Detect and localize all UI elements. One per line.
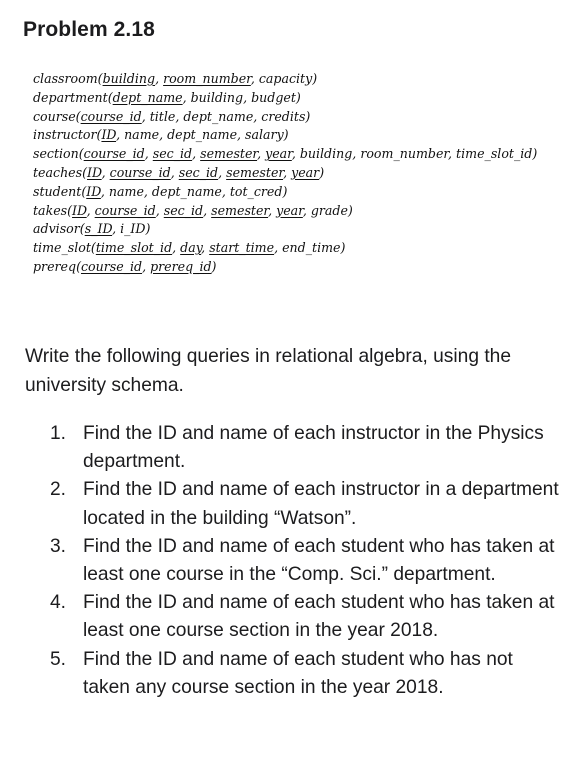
schema-relation: [33, 220, 537, 239]
schema-key-attribute: room_number: [163, 71, 251, 86]
schema-text: prereq(: [33, 258, 81, 274]
schema-text: , grade): [302, 202, 353, 218]
schema-key-attribute: s_ID: [84, 221, 113, 237]
schema-text: course(: [33, 108, 81, 124]
schema-key-attribute: year: [265, 146, 292, 162]
schema-key-attribute: sec_id: [178, 164, 219, 180]
schema-text: ,: [155, 71, 164, 86]
schema-key-attribute: ID: [86, 183, 101, 199]
schema-key-attribute: sec_id: [152, 146, 193, 162]
schema-key-attribute: dept_name: [112, 89, 183, 105]
query-text: Find the ID and name of each instructor in a department located in the building “Watson”.: [83, 479, 559, 529]
schema-text: section(: [33, 146, 84, 162]
university-schema: [33, 70, 537, 277]
schema-relation: [33, 145, 537, 164]
schema-key-attribute: course_id: [109, 164, 171, 180]
query-item: [50, 589, 560, 645]
schema-text: ): [211, 258, 217, 274]
schema-key-attribute: start_time: [209, 240, 275, 256]
query-number: 4.: [50, 592, 67, 614]
schema-text: , name, dept_name, salary): [116, 127, 289, 143]
query-item: [50, 646, 560, 702]
schema-key-attribute: year: [276, 202, 303, 218]
query-item: [50, 476, 560, 532]
query-text: Find the ID and name of each instructor in the Physics department.: [83, 423, 544, 473]
schema-key-attribute: prereq_id: [150, 258, 212, 274]
schema-text: department(: [33, 89, 113, 105]
schema-relation: [33, 258, 537, 277]
schema-key-attribute: sec_id: [163, 202, 204, 218]
query-text: Find the ID and name of each student who has taken at least one course section in the year 2018.: [83, 592, 555, 642]
schema-text: time_slot(: [33, 240, 96, 256]
schema-text: , i_ID): [112, 221, 151, 237]
schema-text: ,: [203, 202, 212, 218]
schema-key-attribute: course_id: [83, 146, 145, 162]
schema-text: ,: [268, 202, 277, 218]
schema-text: student(: [33, 183, 87, 199]
schema-text: ,: [192, 146, 201, 162]
schema-text: ,: [155, 202, 164, 218]
schema-key-attribute: semester: [211, 202, 269, 218]
schema-text: , title, dept_name, credits): [141, 108, 311, 124]
schema-text: ,: [170, 164, 179, 180]
schema-relation: [33, 126, 537, 145]
schema-key-attribute: semester: [200, 146, 258, 162]
schema-relation: [33, 164, 537, 183]
schema-text: ,: [142, 258, 151, 274]
schema-relation: [33, 239, 537, 258]
schema-text: advisor(: [33, 221, 85, 237]
schema-text: classroom(: [33, 71, 103, 86]
schema-text: , end_time): [274, 240, 346, 256]
schema-relation: [33, 70, 537, 89]
schema-text: , capacity): [250, 71, 318, 86]
schema-key-attribute: ID: [72, 202, 87, 218]
query-item: [50, 533, 560, 589]
query-text: Find the ID and name of each student who has taken at least one course in the “Comp. Sci.” department.: [83, 535, 555, 586]
schema-text: ,: [101, 164, 110, 180]
schema-relation: [33, 183, 537, 202]
schema-text: ,: [257, 146, 266, 162]
schema-key-attribute: course_id: [94, 202, 156, 218]
schema-key-attribute: ID: [101, 127, 117, 143]
schema-text: ,: [201, 240, 210, 256]
query-number: 5.: [50, 648, 67, 670]
schema-key-attribute: course_id: [80, 258, 143, 274]
query-number: 3.: [50, 535, 67, 557]
schema-text: ,: [86, 202, 95, 218]
schema-text: teaches(: [33, 164, 88, 180]
instructions-text: Write the following queries in relational algebra, using the university schema.: [25, 346, 512, 396]
schema-text: ,: [283, 164, 292, 180]
schema-text: instructor(: [33, 127, 102, 143]
query-text: Find the ID and name of each student who has not taken any course section in the year 2018.: [83, 648, 513, 698]
query-list: [50, 420, 560, 702]
schema-text: ,: [172, 240, 181, 256]
schema-text: , building, room_number, time_slot_id): [291, 146, 538, 162]
schema-key-attribute: building: [102, 71, 156, 86]
problem-title: Problem 2.18: [23, 18, 155, 41]
schema-text: ): [319, 164, 325, 180]
schema-key-attribute: day: [180, 240, 202, 256]
schema-text: , name, dept_name, tot_cred): [100, 183, 288, 199]
schema-text: , building, budget): [182, 89, 301, 105]
schema-relation: [33, 89, 537, 108]
schema-key-attribute: year: [291, 164, 320, 180]
query-item: [50, 420, 560, 476]
schema-relation: [33, 202, 537, 221]
schema-text: takes(: [33, 202, 73, 218]
schema-key-attribute: semester: [226, 164, 284, 180]
schema-key-attribute: time_slot_id: [95, 240, 173, 256]
schema-key-attribute: ID: [87, 164, 102, 180]
schema-text: ,: [144, 146, 153, 162]
query-number: 1.: [50, 423, 67, 444]
schema-relation: [33, 108, 537, 127]
schema-text: ,: [218, 164, 227, 180]
query-number: 2.: [50, 479, 67, 501]
schema-key-attribute: course_id: [80, 108, 142, 124]
